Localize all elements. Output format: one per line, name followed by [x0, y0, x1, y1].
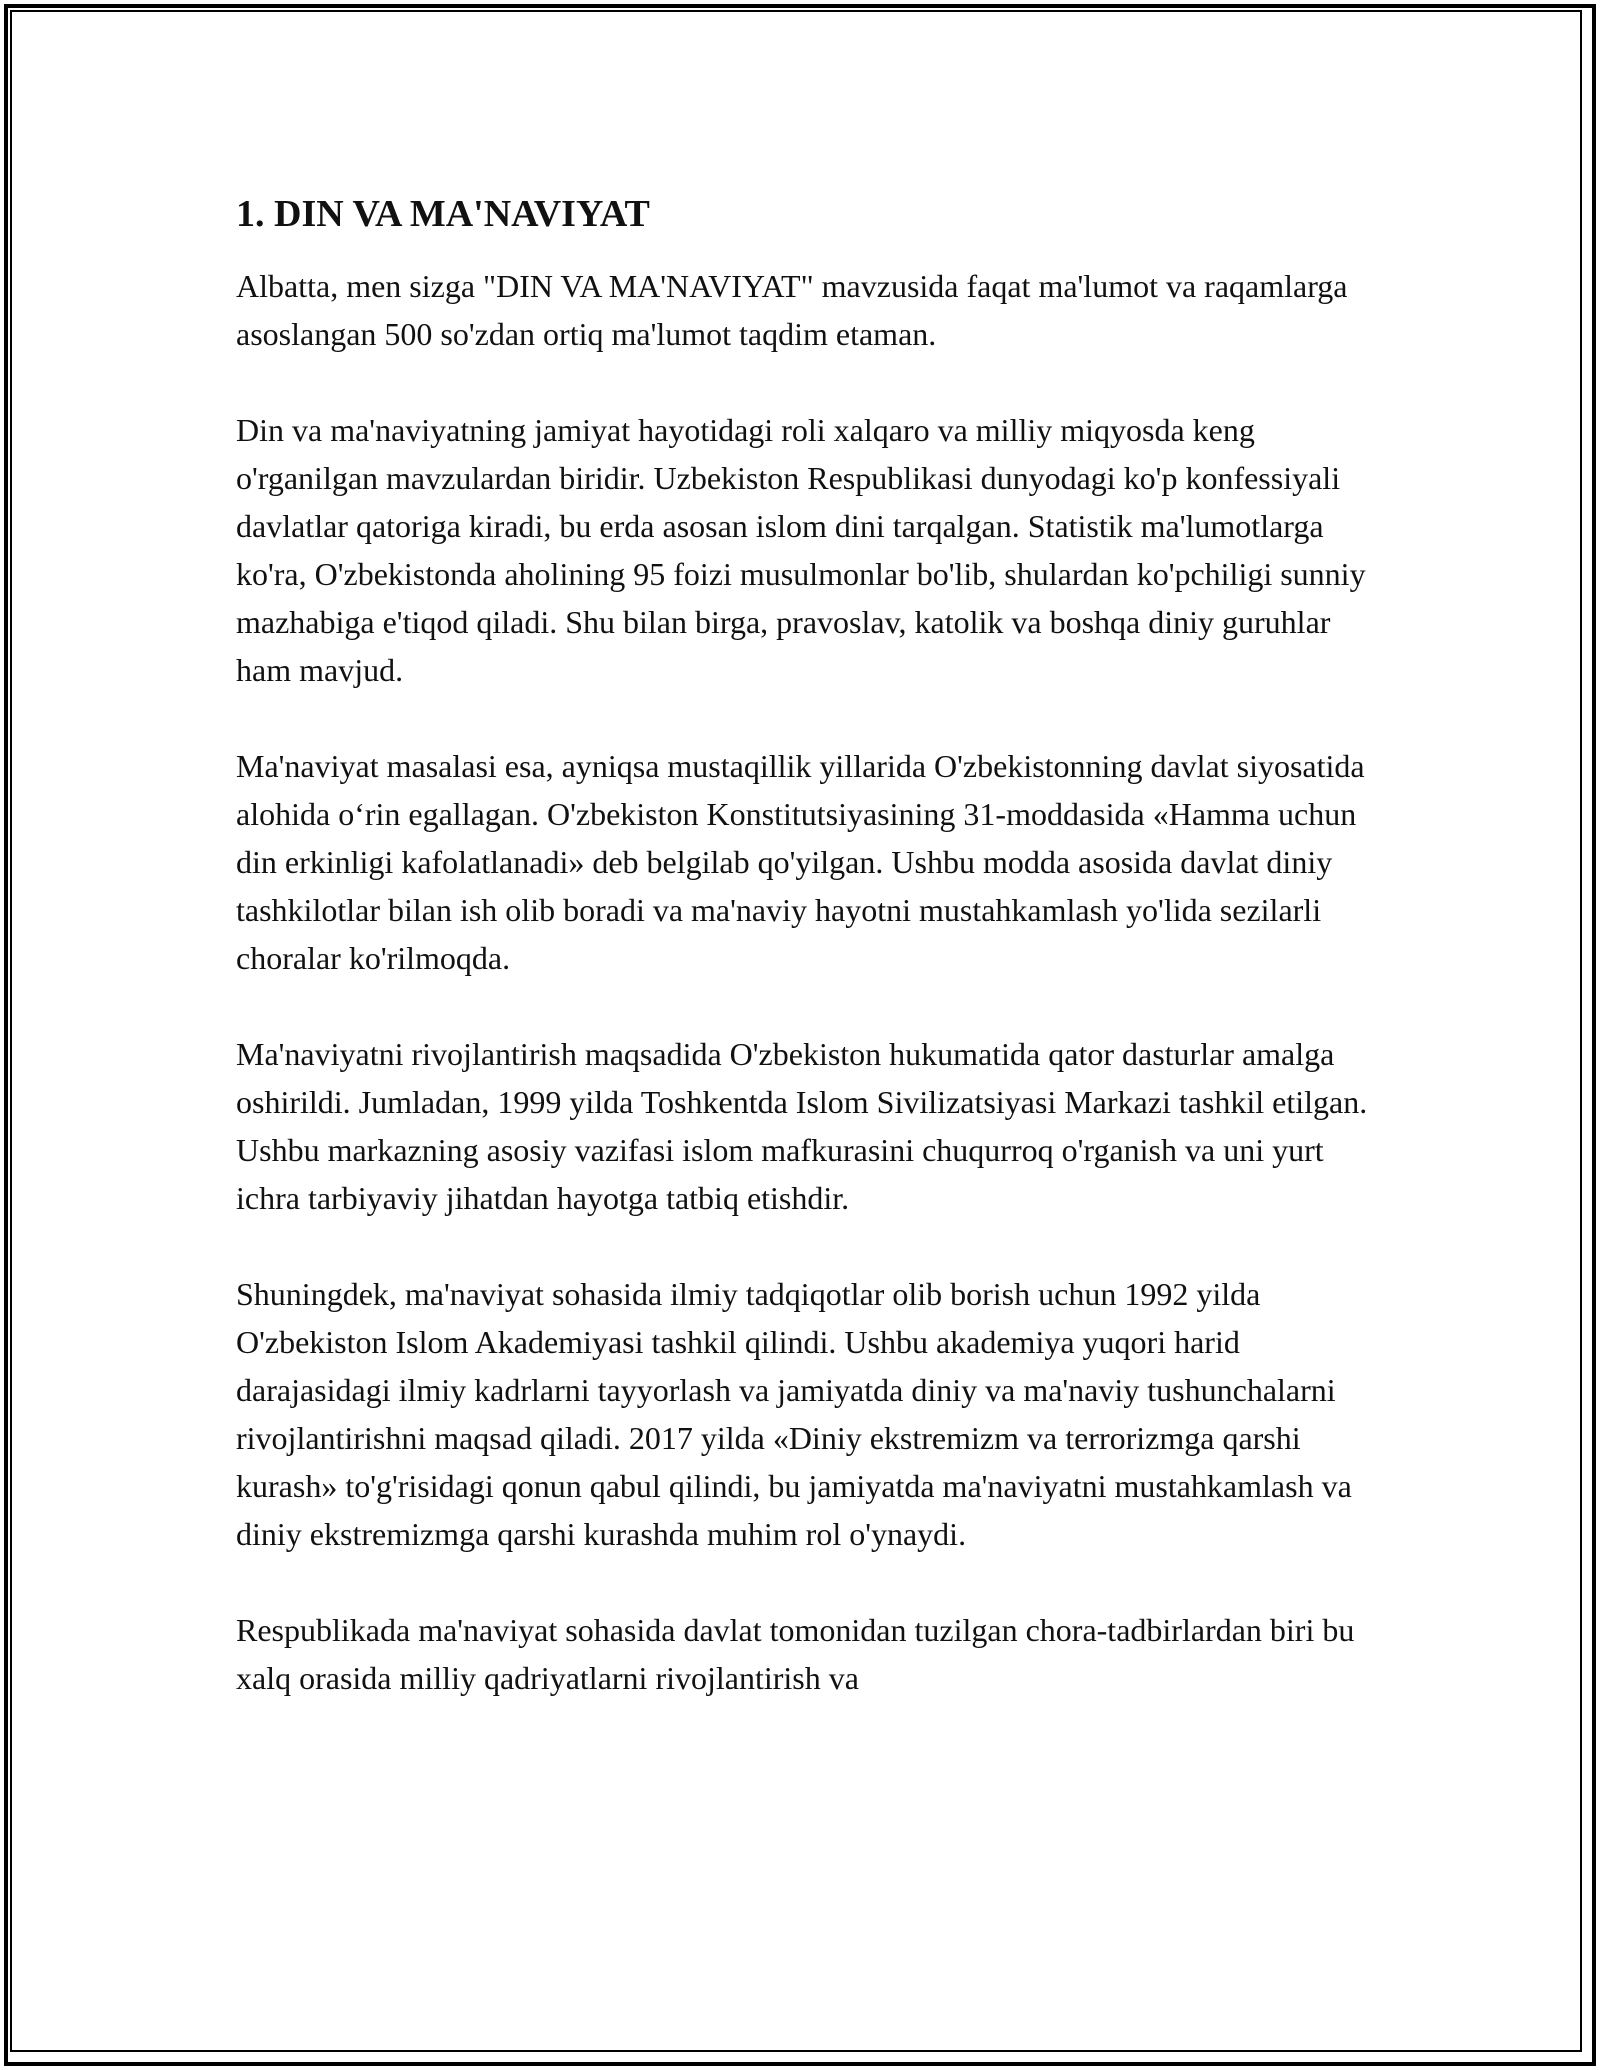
paragraph-constitution: Ma'naviyat masalasi esa, ayniqsa mustaqillik yillarida O'zbekistonning davlat siyosatida alohida o‘rin egallagan. O'zbekiston Konstitutsiyasining 31-moddasida «Hamma uchun din erkinligi kafolatlanadi» deb belgilab qo'yilgan. Ushbu modda asosida davlat diniy tashkilotlar bilan ish olib boradi va ma'naviy hayotni mustahkamlash yo'lida sezilarli choralar ko'rilmoqda.: [236, 747, 1365, 976]
paragraph-religion-overview: Din va ma'naviyatning jamiyat hayotidagi roli xalqaro va milliy miqyosda keng o'rganilgan mavzulardan biridir. Uzbekiston Respublikasi dunyodagi ko'p konfessiyali davlatlar qatoriga kiradi, bu erda asosan islom dini tarqalgan. Statistik ma'lumotlarga ko'ra, O'zbekistonda aholining 95 foizi musulmonlar bo'lib, shulardan ko'pchiligi sunniy mazhabiga e'tiqod qiladi. Shu bilan birga, pravoslav, katolik va boshqa diniy guruhlar ham mavjud.: [236, 411, 1366, 688]
paragraph-national-values: Respublikada ma'naviyat sohasida davlat tomonidan tuzilgan chora-tadbirlardan biri bu xalq orasida milliy qadriyatlarni rivojlantirish va: [236, 1611, 1355, 1696]
paragraph-academy: Shuningdek, ma'naviyat sohasida ilmiy tadqiqotlar olib borish uchun 1992 yilda O'zbekiston Islom Akademiyasi tashkil qilindi. Ushbu akademiya yuqori harid darajasidagi ilmiy kadrlarni tayyorlash va jamiyatda diniy va ma'naviy tushunchalarni rivojlantirishni maqsad qiladi. 2017 yilda «Diniy ekstremizm va terrorizmga qarshi kurash» to'g'risidagi qonun qabul qilindi, bu jamiyatda ma'naviyatni mustahkamlash va diniy ekstremizmga qarshi kurashda muhim rol o'ynaydi.: [236, 1275, 1352, 1552]
paragraph-intro: Albatta, men sizga "DIN VA MA'NAVIYAT" mavzusida faqat ma'lumot va raqamlarga asoslangan 500 so'zdan ortiq ma'lumot taqdim etaman.: [236, 267, 1348, 352]
document-body: [236, 182, 1376, 1750]
section-heading: 1. DIN VA MA'NAVIYAT: [236, 193, 650, 235]
paragraph-civilization-center: Ma'naviyatni rivojlantirish maqsadida O'zbekiston hukumatida qator dasturlar amalga oshirildi. Jumladan, 1999 yilda Toshkentda Islom Sivilizatsiyasi Markazi tashkil etilgan. Ushbu markazning asosiy vazifasi islom mafkurasini chuqurroq o'rganish va uni yurt ichra tarbiyaviy jihatdan hayotga tatbiq etishdir.: [236, 1035, 1368, 1216]
